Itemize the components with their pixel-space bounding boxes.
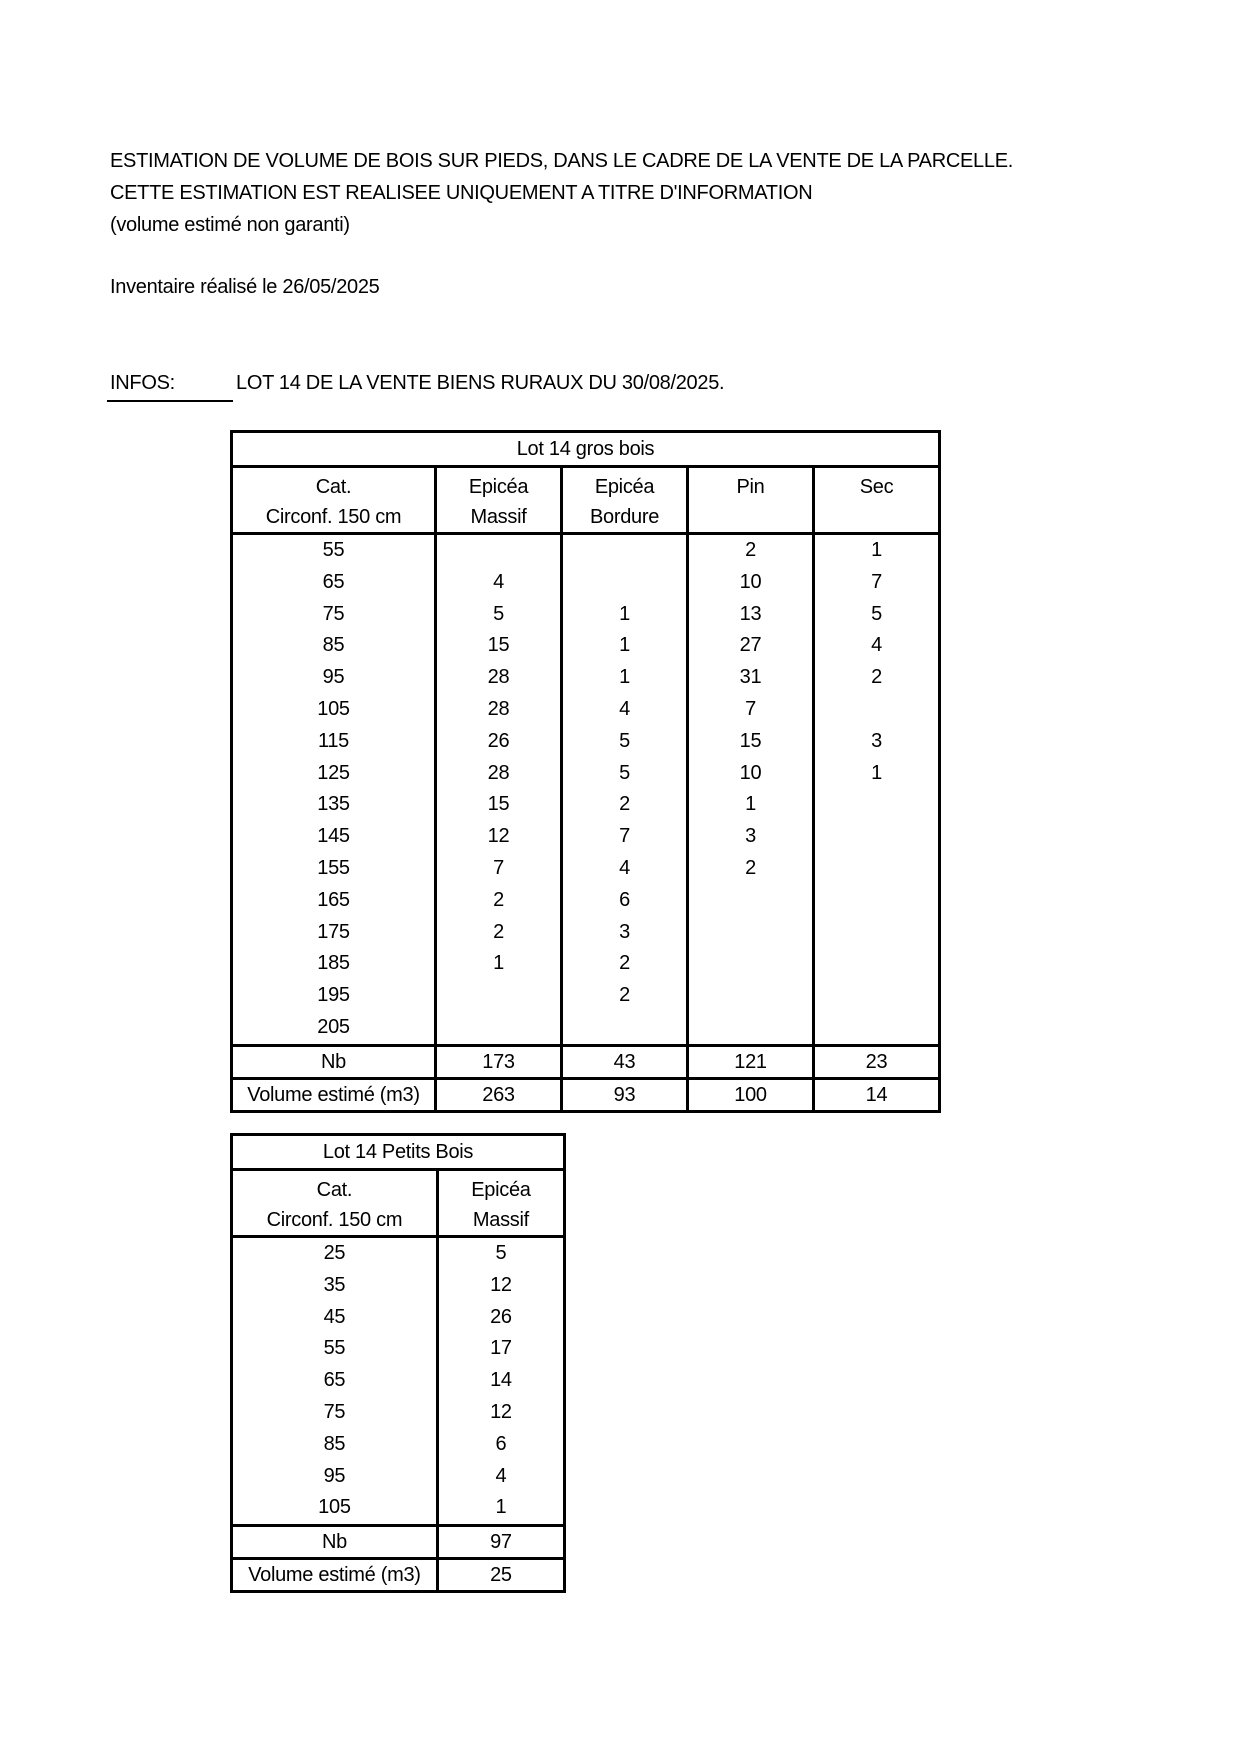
header-line-3: (volume estimé non garanti)	[110, 214, 350, 236]
category-cell: 165	[232, 885, 436, 917]
table-row	[232, 1237, 565, 1270]
count-cell: 1	[436, 948, 562, 980]
count-cell: 28	[436, 758, 562, 790]
column-header-line	[689, 502, 812, 532]
count-cell: 3	[814, 726, 940, 758]
table-row	[232, 662, 940, 694]
count-cell	[688, 948, 814, 980]
count-cell: 7	[436, 853, 562, 885]
volume-row	[232, 1078, 940, 1111]
table-row	[232, 1461, 565, 1493]
count-cell: 2	[562, 948, 688, 980]
table-header-row	[232, 1170, 565, 1237]
count-cell: 2	[562, 789, 688, 821]
column-header-line	[815, 502, 938, 532]
table-row	[232, 599, 940, 631]
count-cell: 31	[688, 662, 814, 694]
column-header-line: Epicéa	[468, 476, 529, 498]
count-cell: 2	[562, 980, 688, 1012]
count-cell: 27	[688, 630, 814, 662]
count-cell: 2	[688, 853, 814, 885]
category-cell: 175	[232, 917, 436, 949]
category-cell: 35	[232, 1270, 438, 1302]
table-title: Lot 14 gros bois	[232, 432, 940, 467]
table-row	[232, 534, 940, 567]
count-cell: 13	[688, 599, 814, 631]
count-cell: 1	[688, 789, 814, 821]
category-cell: 155	[232, 853, 436, 885]
count-cell: 5	[814, 599, 940, 631]
column-header-line: Massif	[472, 1209, 529, 1231]
count-cell: 2	[688, 534, 814, 567]
category-cell: 125	[232, 758, 436, 790]
count-cell: 4	[436, 567, 562, 599]
count-cell: 15	[688, 726, 814, 758]
count-cell	[562, 567, 688, 599]
count-cell: 4	[562, 853, 688, 885]
count-cell	[814, 821, 940, 853]
count-cell: 6	[437, 1429, 564, 1461]
category-cell: 135	[232, 789, 436, 821]
volume-row	[232, 1559, 565, 1592]
count-cell	[814, 1012, 940, 1045]
category-cell: 55	[232, 1333, 438, 1365]
table-row	[232, 630, 940, 662]
count-cell: 4	[814, 630, 940, 662]
count-cell: 12	[436, 821, 562, 853]
table-row	[232, 789, 940, 821]
category-cell: 105	[232, 1492, 438, 1525]
count-cell: 17	[437, 1333, 564, 1365]
count-cell	[814, 789, 940, 821]
category-cell: 25	[232, 1237, 438, 1270]
volume-cell: 100	[688, 1078, 814, 1111]
count-cell: 26	[437, 1302, 564, 1334]
count-cell: 10	[688, 758, 814, 790]
column-header	[436, 467, 562, 534]
count-cell	[814, 885, 940, 917]
column-header	[232, 467, 436, 534]
category-cell: 95	[232, 1461, 438, 1493]
count-cell	[814, 948, 940, 980]
column-header	[688, 467, 814, 534]
table-row	[232, 758, 940, 790]
table-gros-bois	[230, 430, 941, 1113]
table-row	[232, 1397, 565, 1429]
table-row	[232, 853, 940, 885]
category-cell: 55	[232, 534, 436, 567]
total-cell: 97	[437, 1526, 564, 1559]
count-cell	[688, 980, 814, 1012]
count-cell	[436, 534, 562, 567]
count-cell: 2	[436, 885, 562, 917]
count-cell: 1	[562, 662, 688, 694]
column-header-line: Pin	[736, 476, 765, 498]
table-row	[232, 1429, 565, 1461]
category-cell: 105	[232, 694, 436, 726]
infos-label: INFOS:	[110, 372, 175, 394]
total-cell: 23	[814, 1045, 940, 1078]
infos-text: LOT 14 DE LA VENTE BIENS RURAUX DU 30/08/2025.	[236, 372, 725, 394]
column-header-line: Circonf. 150 cm	[265, 506, 402, 528]
column-header-line: Circonf. 150 cm	[266, 1209, 403, 1231]
count-cell: 15	[436, 630, 562, 662]
category-cell: 145	[232, 821, 436, 853]
category-cell: 195	[232, 980, 436, 1012]
column-header-line: Massif	[470, 506, 527, 528]
column-header-line: Cat.	[316, 1179, 353, 1201]
table-row	[232, 1270, 565, 1302]
count-cell: 7	[814, 567, 940, 599]
volume-label: Volume estimé (m3)	[232, 1559, 438, 1592]
column-header	[562, 467, 688, 534]
count-cell	[562, 1012, 688, 1045]
header-line-2: CETTE ESTIMATION EST REALISEE UNIQUEMENT A TITRE D'INFORMATION	[110, 182, 813, 204]
total-row	[232, 1045, 940, 1078]
count-cell: 2	[814, 662, 940, 694]
table-row	[232, 885, 940, 917]
table-header-row	[232, 467, 940, 534]
column-header-line: Epicéa	[594, 476, 655, 498]
count-cell	[688, 885, 814, 917]
count-cell: 4	[562, 694, 688, 726]
count-cell: 2	[436, 917, 562, 949]
category-cell: 75	[232, 599, 436, 631]
total-cell: 121	[688, 1045, 814, 1078]
count-cell: 1	[814, 534, 940, 567]
count-cell	[436, 980, 562, 1012]
total-row	[232, 1526, 565, 1559]
count-cell: 1	[562, 630, 688, 662]
category-cell: 115	[232, 726, 436, 758]
table-title-row	[232, 1135, 565, 1170]
table-row	[232, 1302, 565, 1334]
count-cell: 15	[436, 789, 562, 821]
total-cell: 43	[562, 1045, 688, 1078]
count-cell: 12	[437, 1397, 564, 1429]
category-cell: 95	[232, 662, 436, 694]
table-row	[232, 1012, 940, 1045]
count-cell	[562, 534, 688, 567]
count-cell: 7	[688, 694, 814, 726]
category-cell: 205	[232, 1012, 436, 1045]
total-cell: 173	[436, 1045, 562, 1078]
category-cell: 85	[232, 1429, 438, 1461]
inventory-date: Inventaire réalisé le 26/05/2025	[110, 276, 380, 298]
total-label: Nb	[232, 1526, 438, 1559]
count-cell: 28	[436, 694, 562, 726]
count-cell	[814, 853, 940, 885]
table-row	[232, 1492, 565, 1525]
count-cell: 10	[688, 567, 814, 599]
count-cell: 5	[562, 758, 688, 790]
table-row	[232, 917, 940, 949]
count-cell: 6	[562, 885, 688, 917]
category-cell: 85	[232, 630, 436, 662]
count-cell: 1	[437, 1492, 564, 1525]
count-cell: 7	[562, 821, 688, 853]
table-row	[232, 948, 940, 980]
table-row	[232, 694, 940, 726]
category-cell: 65	[232, 567, 436, 599]
volume-cell: 93	[562, 1078, 688, 1111]
count-cell: 5	[437, 1237, 564, 1270]
category-cell: 185	[232, 948, 436, 980]
volume-label: Volume estimé (m3)	[232, 1078, 436, 1111]
count-cell: 12	[437, 1270, 564, 1302]
volume-cell: 14	[814, 1078, 940, 1111]
volume-cell: 25	[437, 1559, 564, 1592]
table-row	[232, 980, 940, 1012]
table-petits-bois	[230, 1133, 566, 1593]
column-header-line: Bordure	[589, 506, 660, 528]
count-cell	[436, 1012, 562, 1045]
count-cell: 26	[436, 726, 562, 758]
table-row	[232, 726, 940, 758]
category-cell: 65	[232, 1365, 438, 1397]
category-cell: 45	[232, 1302, 438, 1334]
volume-cell: 263	[436, 1078, 562, 1111]
count-cell: 5	[562, 726, 688, 758]
column-header	[814, 467, 940, 534]
count-cell	[688, 1012, 814, 1045]
category-cell: 75	[232, 1397, 438, 1429]
header-line-1: ESTIMATION DE VOLUME DE BOIS SUR PIEDS, DANS LE CADRE DE LA VENTE DE LA PARCELLE.	[110, 150, 1013, 172]
column-header-line: Sec	[859, 476, 894, 498]
column-header	[232, 1170, 438, 1237]
count-cell	[688, 917, 814, 949]
table-title-row	[232, 432, 940, 467]
table-row	[232, 1365, 565, 1397]
count-cell	[814, 694, 940, 726]
count-cell: 14	[437, 1365, 564, 1397]
column-header	[437, 1170, 564, 1237]
table-row	[232, 567, 940, 599]
count-cell: 3	[688, 821, 814, 853]
column-header-line: Epicéa	[471, 1179, 531, 1201]
column-header-line: Cat.	[315, 476, 352, 498]
count-cell	[814, 917, 940, 949]
infos-underline	[107, 400, 233, 402]
count-cell	[814, 980, 940, 1012]
table-title: Lot 14 Petits Bois	[232, 1135, 565, 1170]
count-cell: 28	[436, 662, 562, 694]
count-cell: 4	[437, 1461, 564, 1493]
count-cell: 1	[562, 599, 688, 631]
total-label: Nb	[232, 1045, 436, 1078]
table-row	[232, 821, 940, 853]
count-cell: 3	[562, 917, 688, 949]
count-cell: 1	[814, 758, 940, 790]
count-cell: 5	[436, 599, 562, 631]
table-row	[232, 1333, 565, 1365]
